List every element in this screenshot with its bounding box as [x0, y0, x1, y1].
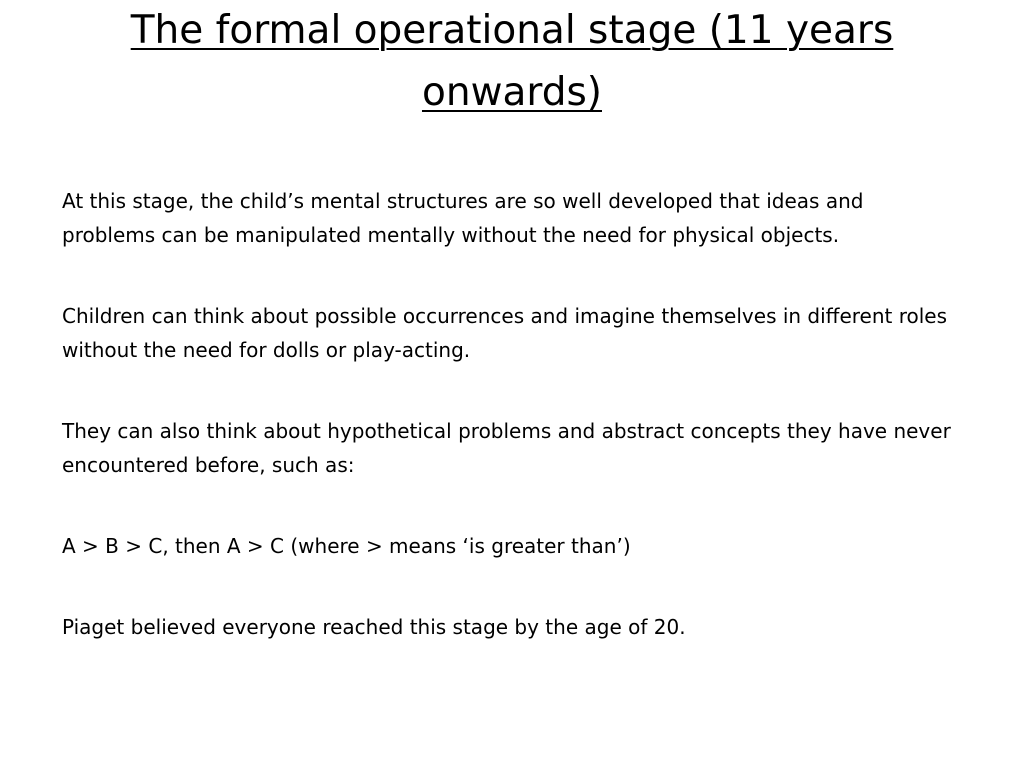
paragraph-hypothetical-problems: They can also think about hypothetical problems and abstract concepts they have never encountered before, such as:	[62, 419, 951, 477]
paragraph-piaget-belief: Piaget believed everyone reached this stage by the age of 20.	[62, 615, 686, 639]
slide-body	[62, 184, 962, 691]
paragraph-mental-structures: At this stage, the child’s mental structures are so well developed that ideas and problems can be manipulated mentally without the need for physical objects.	[62, 189, 864, 247]
slide-title: The formal operational stage (11 years onwards)	[130, 8, 894, 115]
paragraph-transitivity-example: A > B > C, then A > C (where > means ‘is greater than’)	[62, 534, 631, 558]
paragraph-possible-occurrences: Children can think about possible occurrences and imagine themselves in different roles without the need for dolls or play-acting.	[62, 304, 948, 362]
